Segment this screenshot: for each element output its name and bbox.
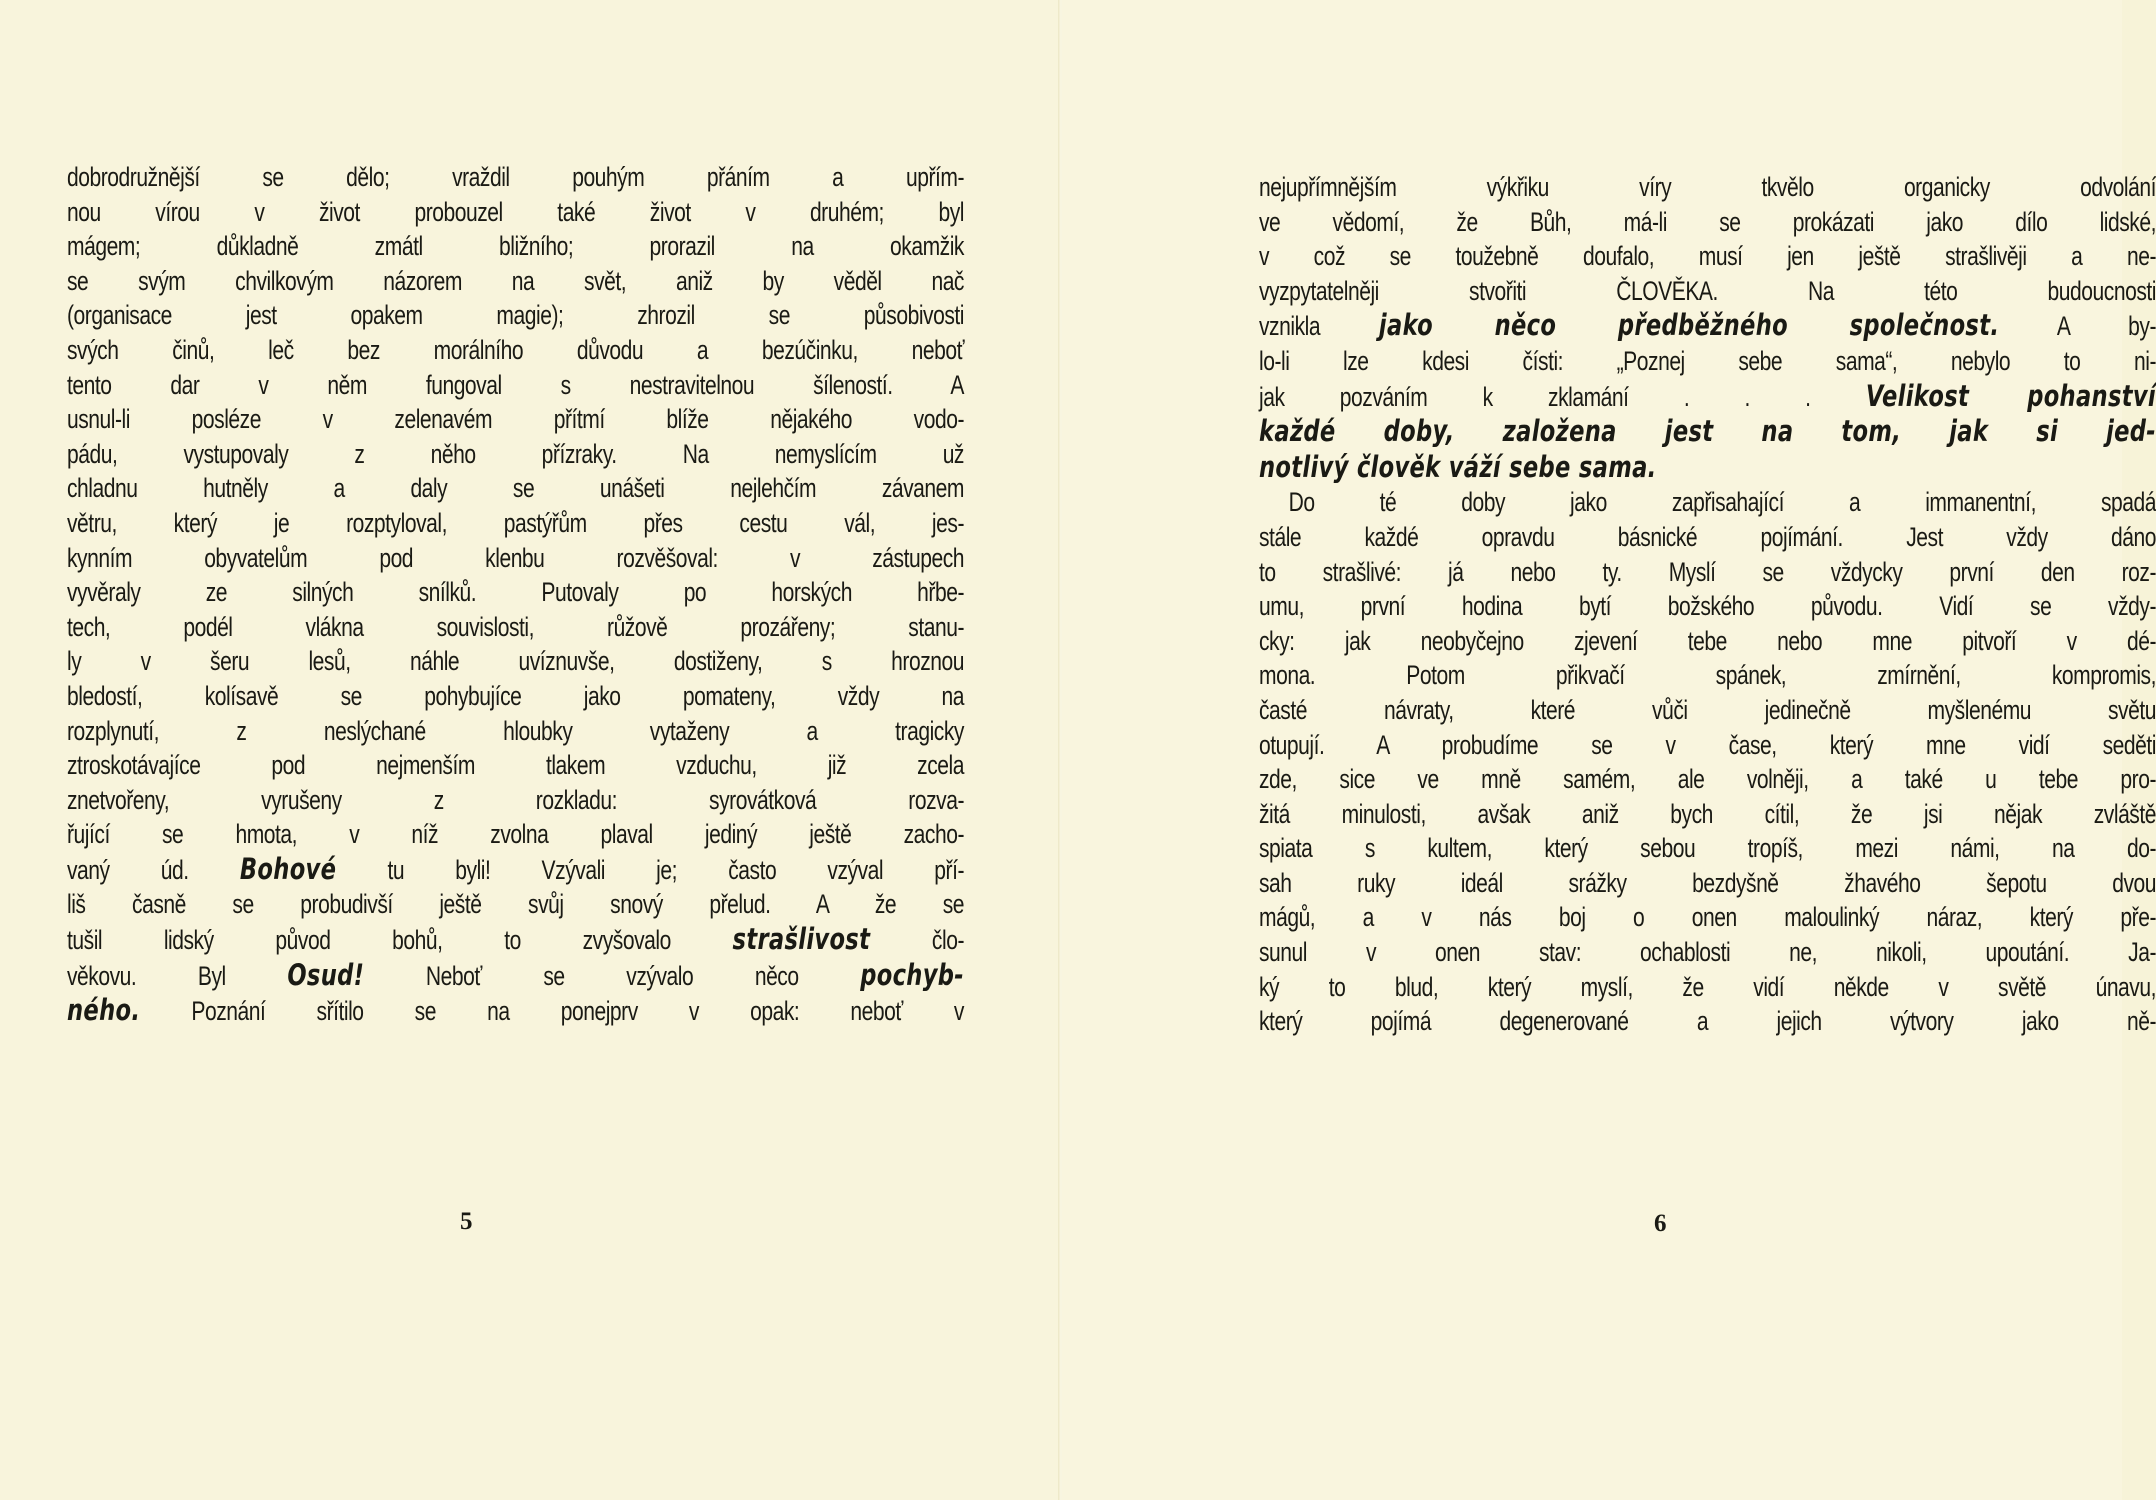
text-line	[1259, 414, 2156, 450]
text-line: nou vírou v život probouzel také život v druhém; byl	[67, 196, 964, 227]
text-line: spiata s kultem, který sebou tropíš, mezi námi, na do-	[1259, 833, 2156, 864]
text-line: ve vědomí, že Bůh, má-li se prokázati jako dílo lidské,	[1259, 206, 2156, 237]
right-page-text	[1259, 170, 2156, 1039]
text-line: liš časně se probudivší ještě svůj snový přelud. A že se	[67, 889, 964, 920]
text-line: v což se toužebně doufalo, musí jen ještě strašlivěji a ne-	[1259, 241, 2156, 272]
text-line	[67, 958, 964, 994]
text-segment: věkovu. Byl	[67, 960, 288, 991]
left-page	[0, 0, 1060, 1500]
text-line	[67, 993, 964, 1029]
text-line: ly v šeru lesů, náhle uvíznuvše, dostiženy, s hroznou	[67, 646, 964, 677]
text-line: dobrodružnější se dělo; vraždil pouhým přáním a upřím-	[67, 162, 964, 192]
text-line: to strašlivé: já nebo ty. Myslí se vždycky první den roz-	[1259, 556, 2156, 587]
text-line: Do té doby jako zapřisahající a immanentní, spadá	[1288, 487, 2156, 518]
text-segment: tušil lidský původ bohů, to zvyšovalo	[67, 925, 733, 956]
text-line: znetvořeny, vyrušeny z rozkladu: syrovátková rozva-	[67, 784, 964, 815]
text-line: sah ruky ideál srážky bezdyšně žhavého šepotu dvou	[1259, 867, 2156, 898]
page-number-right: 6	[1654, 1210, 1667, 1237]
text-line: pádu, vystupovaly z něho přízraky. Na nemyslícím už	[67, 438, 964, 469]
text-line: řující se hmota, v níž zvolna plaval jediný ještě zacho-	[67, 819, 964, 850]
text-segment: vaný úd.	[67, 854, 240, 885]
text-line: lo-li lze kdesi čísti: „Poznej sebe sama“, nebylo to ni-	[1259, 345, 2156, 376]
text-line	[1259, 308, 2156, 344]
emphasis-text: strašlivost	[732, 922, 871, 957]
text-line: mágů, a v nás boj o onen maloulinký náraz, který pře-	[1259, 902, 2156, 933]
text-line	[67, 922, 964, 958]
text-segment: Neboť se vzývalo něco	[364, 960, 861, 991]
text-line	[67, 852, 964, 888]
text-line: rozplynutí, z neslýchané hloubky vytaženy a tragicky	[67, 715, 964, 746]
emphasis-text: Bohové	[239, 851, 337, 886]
text-line: který pojímá degenerované a jejich výtvory jako ně-	[1259, 1006, 2156, 1037]
text-line	[1259, 379, 2156, 415]
text-line: se svým chvilkovým názorem na svět, aniž by věděl nač	[67, 265, 964, 296]
emphasis-text: jako něco předběžného společnost.	[1378, 308, 2000, 343]
text-segment: vznikla	[1259, 311, 1379, 342]
text-line: bledostí, kolísavě se pohybujíce jako pomateny, vždy na	[67, 680, 964, 711]
text-line: nejupřímnějším výkřiku víry tkvělo organicky odvolání	[1259, 172, 2156, 202]
text-segment: Poznání sřítilo se na ponejprv v opak: neboť v	[140, 996, 964, 1027]
text-line: usnul-li posléze v zelenavém přítmí blíže nějakého vodo-	[67, 404, 964, 435]
emphasis-text: Velikost pohanství	[1865, 378, 2156, 413]
text-line: časté návraty, které vůči jedinečně myšlenému světu	[1259, 694, 2156, 725]
text-line: (organisace jest opakem magie); zhrozil se působivosti	[67, 300, 964, 331]
text-line: mona. Potom přikvačí spánek, zmírnění, kompromis,	[1259, 660, 2156, 691]
text-line: žitá minulosti, avšak aniž bych cítil, že jsi nějak zvláště	[1259, 798, 2156, 829]
text-segment: jak pozváním k zklamání . . .	[1259, 381, 1866, 412]
right-page	[1062, 0, 2156, 1500]
text-line: tech, podél vlákna souvislosti, růžově prozářeny; stanu-	[67, 611, 964, 642]
emphasis-text: každé doby, založena jest na tom, jak si jed-	[1259, 414, 2156, 449]
left-page-text	[67, 160, 964, 1029]
text-line: kynním obyvatelům pod klenbu rozvěšoval: v zástupech	[67, 542, 964, 573]
text-line: svých činů, leč bez morálního důvodu a bezúčinku, neboť	[67, 334, 964, 365]
text-line: tento dar v něm fungoval s nestravitelnou šíleností. A	[67, 369, 964, 400]
text-line: ztroskotávajíce pod nejmenším tlakem vzduchu, již zcela	[67, 750, 964, 781]
text-line: mágem; důkladně zmátl bližního; prorazil na okamžik	[67, 231, 964, 262]
text-line: vyvěraly ze silných snílků. Putovaly po horských hřbe-	[67, 577, 964, 608]
emphasis-text: ného.	[67, 993, 141, 1028]
emphasis-text: notlivý člověk váží sebe sama.	[1259, 449, 1657, 484]
text-line: stále každé opravdu básnické pojímání. Jest vždy dáno	[1259, 521, 2156, 552]
text-line: větru, který je rozptyloval, pastýřům přes cestu vál, jes-	[67, 507, 964, 538]
text-segment: člo-	[870, 925, 964, 956]
page-number-left: 5	[460, 1208, 473, 1235]
text-line: chladnu hutněly a daly se unášeti nejlehčím závanem	[67, 473, 964, 504]
text-line: ký to blud, který myslí, že vidí někde v světě únavu,	[1259, 971, 2156, 1002]
text-line: umu, první hodina bytí božského původu. Vidí se vždy-	[1259, 591, 2156, 622]
text-line: zde, sice ve mně samém, ale volněji, a také u tebe pro-	[1259, 764, 2156, 795]
text-line: vyzpytatelněji stvořiti ČLOVĚKA. Na této budoucnosti	[1259, 275, 2156, 306]
text-line: otupují. A probudíme se v čase, který mne vidí seděti	[1259, 729, 2156, 760]
text-segment: A by-	[1999, 311, 2156, 342]
text-line: cky: jak neobyčejno zjevení tebe nebo mne pitvoří v dé-	[1259, 625, 2156, 656]
emphasis-text: pochyb-	[860, 957, 964, 992]
text-line: sunul v onen stav: ochablosti ne, nikoli, upoutání. Ja-	[1259, 937, 2156, 968]
text-line	[1259, 450, 2156, 486]
emphasis-text: Osud!	[287, 957, 365, 992]
text-segment: tu byli! Vzývali je; často vzýval pří-	[336, 854, 965, 885]
